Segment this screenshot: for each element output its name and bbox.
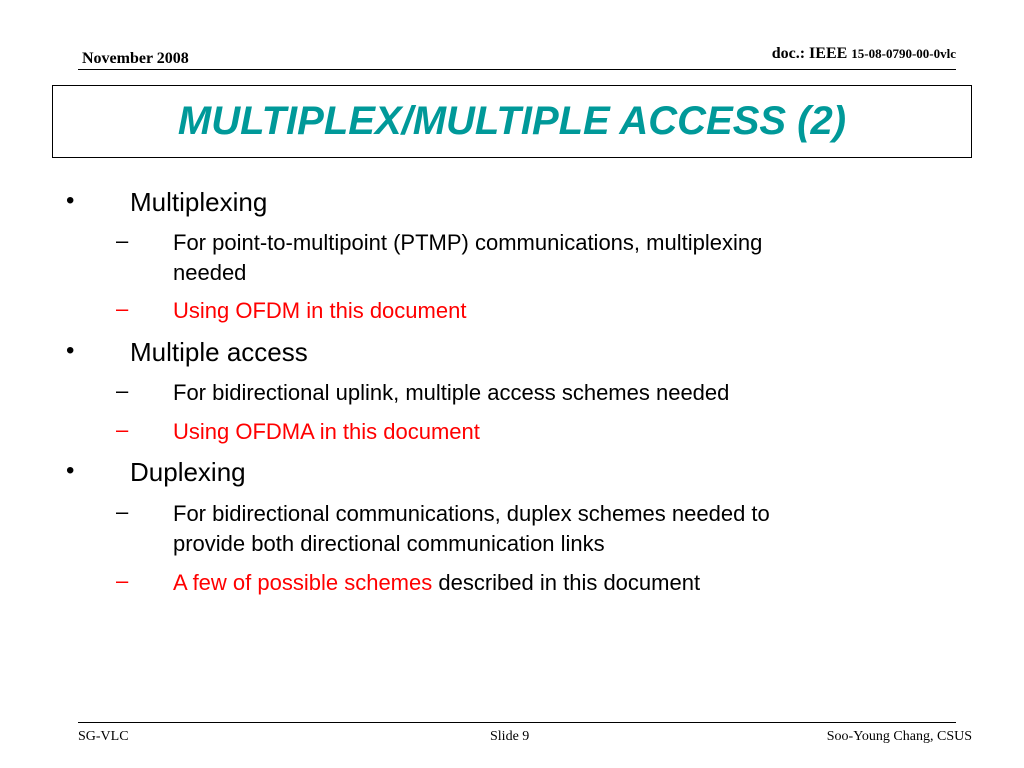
sub-dash: – bbox=[116, 378, 129, 403]
doc-number: 15-08-0790-00-0vlc bbox=[851, 46, 956, 61]
slide-title: MULTIPLEX/MULTIPLE ACCESS (2) bbox=[177, 99, 847, 143]
bullet-multiplexing: Multiplexing bbox=[130, 187, 268, 217]
sub-uplink: For bidirectional uplink, multiple access schemes needed bbox=[173, 380, 730, 405]
footer-slide-number: Slide 9 bbox=[490, 729, 530, 744]
header-date: November 2008 bbox=[82, 50, 189, 67]
sub-ofdm: Using OFDM in this document bbox=[173, 298, 467, 323]
header-rule bbox=[78, 69, 956, 70]
sub-schemes-red: A few of possible schemes bbox=[173, 570, 433, 595]
sub-dash: – bbox=[116, 417, 129, 442]
footer-author: Soo-Young Chang, CSUS bbox=[826, 729, 972, 744]
bullet-marker: • bbox=[66, 337, 75, 364]
sub-duplex-line2: provide both directional communication links bbox=[173, 531, 605, 556]
sub-ptmp-line2: needed bbox=[173, 260, 247, 285]
sub-ptmp-line1: For point-to-multipoint (PTMP) communications, multiplexing bbox=[173, 230, 763, 255]
sub-ofdma: Using OFDMA in this document bbox=[173, 419, 480, 444]
sub-dash: – bbox=[116, 228, 129, 253]
header-doc-id bbox=[772, 45, 956, 63]
footer-rule bbox=[78, 722, 956, 723]
bullet-marker: • bbox=[66, 457, 75, 484]
doc-label: doc.: IEEE bbox=[771, 45, 852, 62]
bullet-duplexing: Duplexing bbox=[130, 457, 246, 487]
title-box bbox=[52, 85, 972, 158]
bullet-marker: • bbox=[66, 187, 75, 214]
sub-schemes-black: described in this document bbox=[432, 570, 701, 595]
sub-duplex-line1: For bidirectional communications, duplex schemes needed to bbox=[173, 501, 770, 526]
sub-dash: – bbox=[116, 499, 129, 524]
sub-dash: – bbox=[116, 568, 129, 593]
sub-schemes bbox=[173, 568, 700, 598]
footer-left: SG-VLC bbox=[78, 729, 129, 744]
sub-dash: – bbox=[116, 296, 129, 321]
bullet-multiple-access: Multiple access bbox=[130, 337, 308, 367]
